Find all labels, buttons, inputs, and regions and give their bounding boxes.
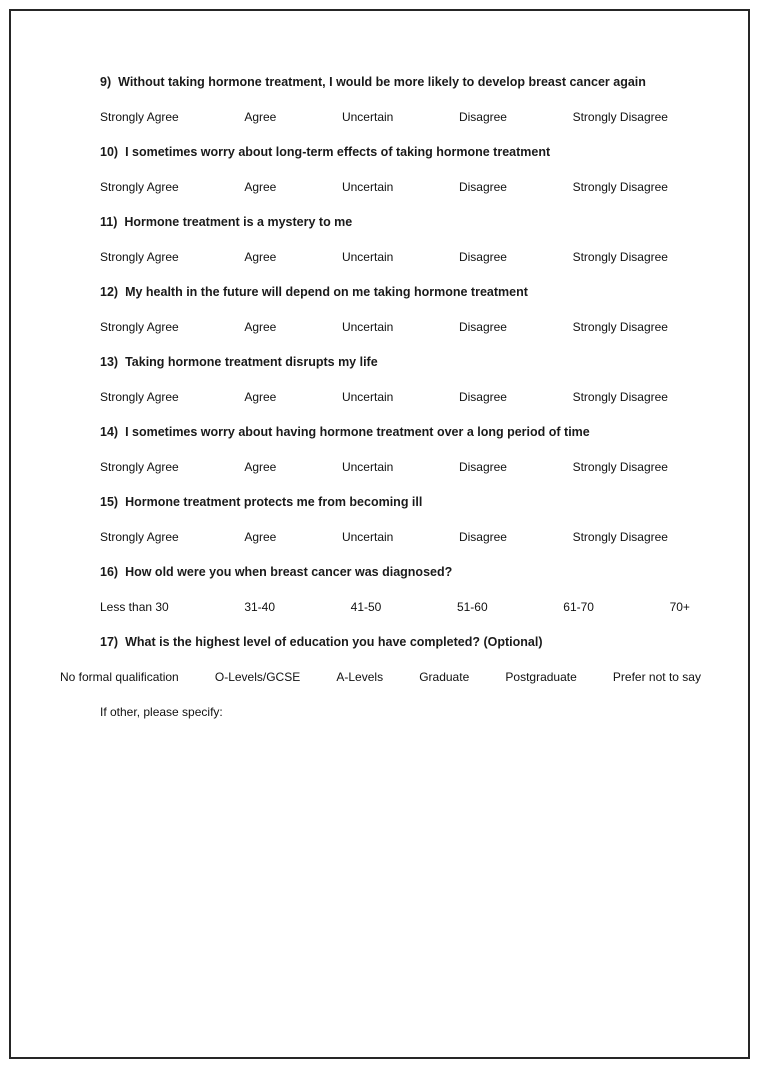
question-12-text: My health in the future will depend on me taking hormone treatment <box>125 285 528 299</box>
option-uncertain: Uncertain <box>341 110 394 124</box>
question-16-options <box>100 599 690 615</box>
option-postgraduate: Postgraduate <box>505 670 577 684</box>
option-strongly-disagree: Strongly Disagree <box>572 180 668 194</box>
question-15 <box>100 494 689 510</box>
question-9 <box>100 74 689 90</box>
question-16-text: How old were you when breast cancer was diagnosed? <box>125 565 453 579</box>
option-agree: Agree <box>244 110 277 124</box>
question-9-number: 9) <box>100 75 112 89</box>
option-graduate: Graduate <box>419 670 470 684</box>
question-12-number: 12) <box>100 285 119 299</box>
question-17-options <box>60 669 701 685</box>
option-strongly-agree: Strongly Agree <box>100 250 179 264</box>
option-uncertain: Uncertain <box>341 250 394 264</box>
option-disagree: Disagree <box>458 180 507 194</box>
option-less-than-30: Less than 30 <box>100 600 169 614</box>
question-9-text: Without taking hormone treatment, I would be more likely to develop breast cancer again <box>118 75 646 89</box>
option-no-formal-qualification: No formal qualification <box>60 670 179 684</box>
option-strongly-agree: Strongly Agree <box>100 110 179 124</box>
option-strongly-agree: Strongly Agree <box>100 530 179 544</box>
question-11-options <box>100 249 668 265</box>
question-15-number: 15) <box>100 495 119 509</box>
question-10-number: 10) <box>100 145 119 159</box>
question-14 <box>100 424 689 440</box>
option-agree: Agree <box>244 530 277 544</box>
question-17-text: What is the highest level of education you have completed? (Optional) <box>125 635 543 649</box>
option-strongly-agree: Strongly Agree <box>100 320 179 334</box>
question-16 <box>100 564 689 580</box>
option-disagree: Disagree <box>458 530 507 544</box>
option-41-50: 41-50 <box>350 600 382 614</box>
question-15-text: Hormone treatment protects me from becoming ill <box>125 495 423 509</box>
option-61-70: 61-70 <box>563 600 594 614</box>
question-10 <box>100 144 689 160</box>
option-disagree: Disagree <box>458 250 507 264</box>
question-13-number: 13) <box>100 355 119 369</box>
option-31-40: 31-40 <box>244 600 276 614</box>
option-strongly-agree: Strongly Agree <box>100 390 179 404</box>
question-14-options <box>100 459 668 475</box>
option-strongly-disagree: Strongly Disagree <box>572 460 668 474</box>
option-uncertain: Uncertain <box>341 530 394 544</box>
option-disagree: Disagree <box>458 390 507 404</box>
question-14-number: 14) <box>100 425 119 439</box>
question-13-text: Taking hormone treatment disrupts my life <box>125 355 378 369</box>
option-strongly-disagree: Strongly Disagree <box>572 320 668 334</box>
question-12 <box>100 284 689 300</box>
question-12-options <box>100 319 668 335</box>
option-agree: Agree <box>244 390 277 404</box>
question-11-number: 11) <box>100 215 118 229</box>
option-70-plus: 70+ <box>669 600 690 614</box>
question-9-options <box>100 109 668 125</box>
option-uncertain: Uncertain <box>341 180 394 194</box>
option-disagree: Disagree <box>458 460 507 474</box>
option-agree: Agree <box>244 180 277 194</box>
option-uncertain: Uncertain <box>341 460 394 474</box>
option-o-levels-gcse: O-Levels/GCSE <box>214 670 301 684</box>
question-17-number: 17) <box>100 635 119 649</box>
question-10-text: I sometimes worry about long-term effects of taking hormone treatment <box>125 145 551 159</box>
question-14-text: I sometimes worry about having hormone treatment over a long period of time <box>125 425 590 439</box>
if-other-label: If other, please specify: <box>100 705 223 719</box>
question-11-text: Hormone treatment is a mystery to me <box>124 215 353 229</box>
question-11 <box>100 214 689 230</box>
option-disagree: Disagree <box>458 320 507 334</box>
option-51-60: 51-60 <box>456 600 488 614</box>
option-a-levels: A-Levels <box>336 670 384 684</box>
option-agree: Agree <box>244 250 277 264</box>
option-uncertain: Uncertain <box>341 320 394 334</box>
question-17 <box>100 634 689 650</box>
question-10-options <box>100 179 668 195</box>
option-strongly-agree: Strongly Agree <box>100 180 179 194</box>
option-disagree: Disagree <box>458 110 507 124</box>
option-strongly-disagree: Strongly Disagree <box>572 390 668 404</box>
question-16-number: 16) <box>100 565 119 579</box>
option-strongly-disagree: Strongly Disagree <box>572 530 668 544</box>
option-agree: Agree <box>244 460 277 474</box>
option-agree: Agree <box>244 320 277 334</box>
option-prefer-not-to-say: Prefer not to say <box>612 670 701 684</box>
option-strongly-disagree: Strongly Disagree <box>572 250 668 264</box>
question-13 <box>100 354 689 370</box>
option-uncertain: Uncertain <box>341 390 394 404</box>
option-strongly-agree: Strongly Agree <box>100 460 179 474</box>
option-strongly-disagree: Strongly Disagree <box>572 110 668 124</box>
question-15-options <box>100 529 668 545</box>
question-13-options <box>100 389 668 405</box>
